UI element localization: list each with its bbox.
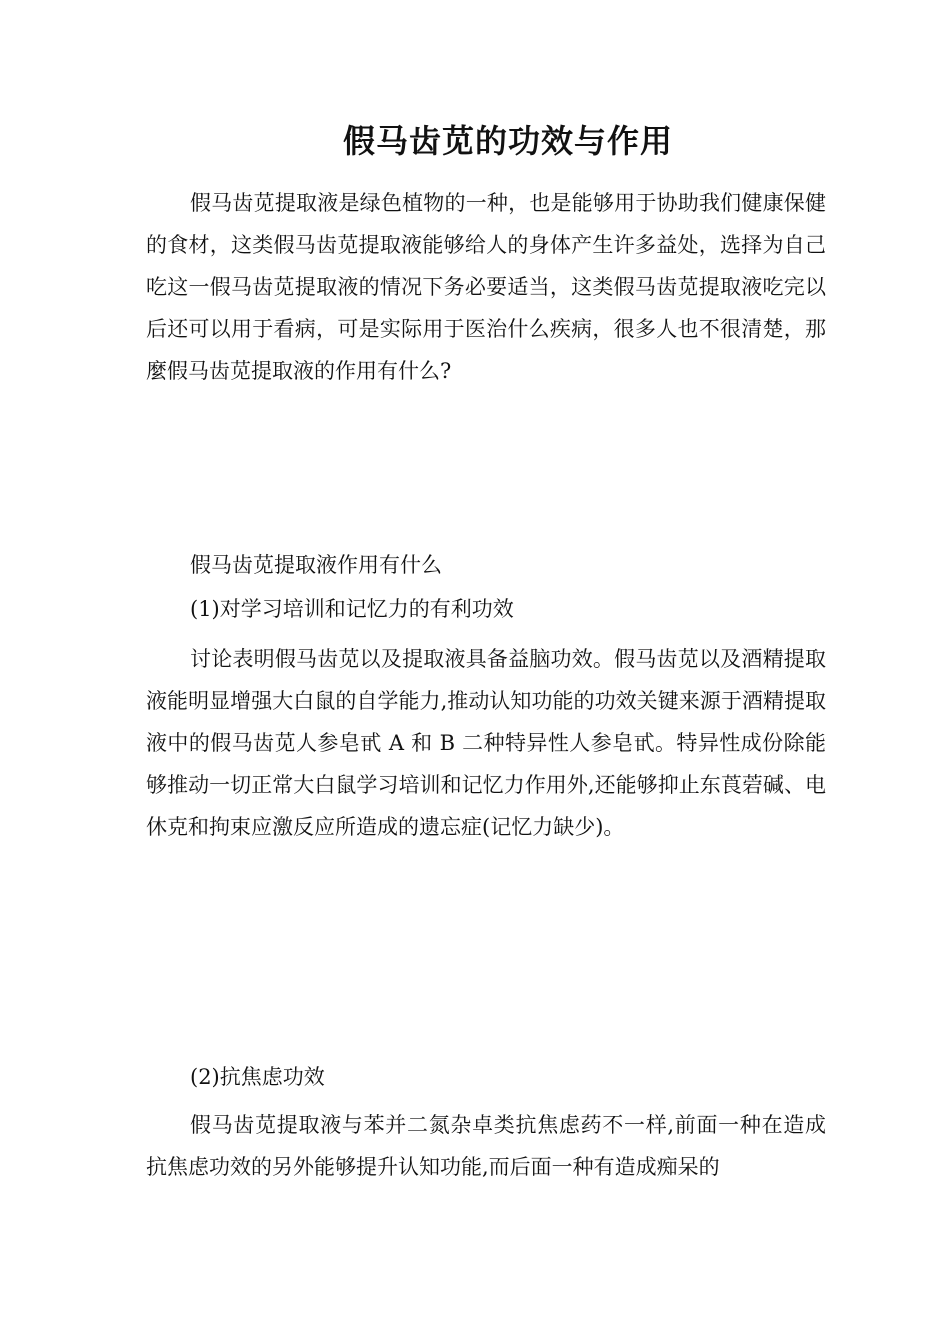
item2-heading: (2)抗焦虑功效: [190, 1065, 325, 1089]
item2-paragraph: 假马齿苋提取液与苯并二氮杂卓类抗焦虑药不一样,前面一种在造成抗焦虑功效的另外能够提升认知功能,而后面一种有造成痴呆的: [146, 1113, 826, 1179]
document-title: 假马齿苋的功效与作用: [342, 122, 673, 160]
item1-heading: (1)对学习培训和记忆力的有利功效: [190, 597, 514, 621]
item1-paragraph: 讨论表明假马齿苋以及提取液具备益脑功效。假马齿苋以及酒精提取液能明显增强大白鼠的自学能力,推动认知功能的功效关键来源于酒精提取液中的假马齿苋人参皂甙 A 和 B 二种特异性人参皂甙。特异性成份除能够推动一切正常大白鼠学习培训和记忆力作用外,还能够抑止东莨菪碱、电休克和拘束应激反应所造成的遗忘症(记忆力缺少)。: [146, 647, 826, 839]
section-heading: 假马齿苋提取液作用有什么: [190, 553, 442, 577]
intro-paragraph: 假马齿苋提取液是绿色植物的一种，也是能够用于协助我们健康保健的食材，这类假马齿苋提取液能够给人的身体产生许多益处，选择为自己吃这一假马齿苋提取液的情况下务必要适当，这类假马齿苋提取液吃完以后还可以用于看病，可是实际用于医治什么疾病，很多人也不很清楚，那麼假马齿苋提取液的作用有什么?: [146, 191, 826, 383]
